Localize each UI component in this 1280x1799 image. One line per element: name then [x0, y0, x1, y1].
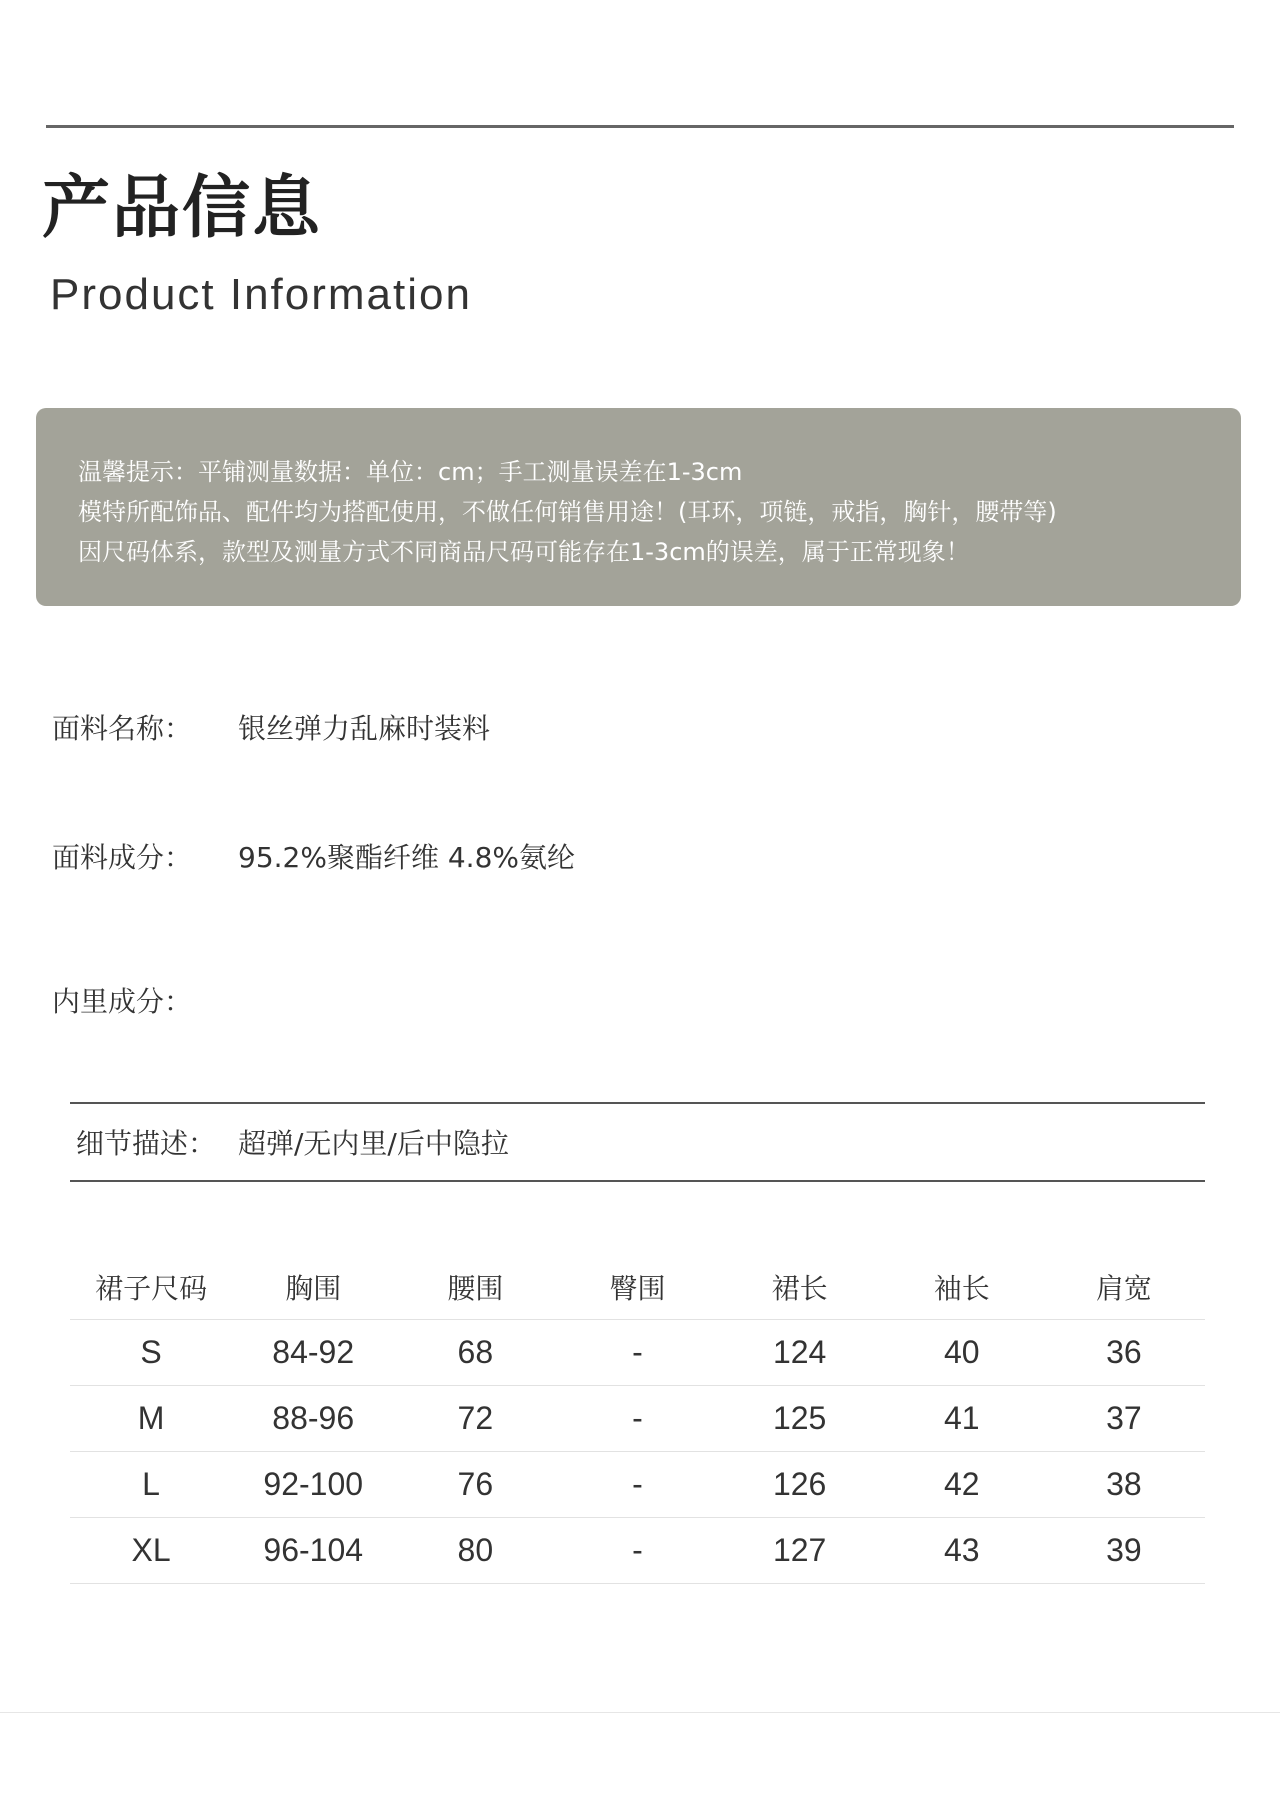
- table-cell: 36: [1106, 1334, 1142, 1370]
- table-cell: 41: [943, 1400, 980, 1436]
- detail-bottom-divider: [70, 1180, 1205, 1182]
- table-cell: 76: [457, 1466, 494, 1502]
- top-divider: [46, 125, 1234, 128]
- table-cell: 127: [772, 1532, 827, 1568]
- header-cell: 袖长: [933, 1272, 990, 1305]
- table-cell: 38: [1106, 1466, 1142, 1502]
- table-cell: M: [137, 1400, 165, 1436]
- table-cell: 125: [772, 1400, 827, 1436]
- table-cell: 40: [943, 1334, 980, 1370]
- notice-line: 温馨提示：平铺测量数据：单位：cm；手工测量误差在1-3cm: [78, 458, 743, 486]
- table-row: [70, 1452, 1205, 1518]
- table-cell: -: [632, 1466, 643, 1502]
- notice-line: 模特所配饰品、配件均为搭配使用，不做任何销售用途！(耳环，项链，戒指，胸针，腰带等): [78, 498, 1057, 526]
- header-cell: 胸围: [285, 1272, 342, 1305]
- header-cell: 臀围: [609, 1272, 666, 1305]
- table-row: [70, 1518, 1205, 1584]
- table-cell: -: [632, 1400, 643, 1436]
- table-cell: 42: [943, 1466, 980, 1502]
- detail-value: 超弹/无内里/后中隐拉: [238, 1127, 509, 1160]
- table-cell: 92-100: [263, 1466, 364, 1502]
- table-cell: 72: [457, 1400, 494, 1436]
- table-cell: 126: [772, 1466, 827, 1502]
- table-cell: XL: [131, 1532, 171, 1568]
- lining-composition-label: 内里成分：: [52, 985, 193, 1018]
- fabric-name-value: 银丝弹力乱麻时装料: [238, 712, 491, 745]
- table-cell: 43: [943, 1532, 980, 1568]
- detail-top-divider: [70, 1102, 1205, 1104]
- header-cell: 裙长: [771, 1272, 828, 1305]
- page-title: 产品信息: [42, 169, 323, 248]
- table-cell: 39: [1106, 1532, 1142, 1568]
- notice-box: [36, 408, 1241, 606]
- detail-label: 细节描述：: [76, 1127, 217, 1160]
- table-cell: 84-92: [272, 1334, 355, 1370]
- table-cell: S: [140, 1334, 162, 1370]
- header-cell: 裙子尺码: [95, 1272, 208, 1305]
- table-cell: 124: [772, 1334, 827, 1370]
- header-cell: 肩宽: [1095, 1272, 1152, 1305]
- notice-line: 因尺码体系，款型及测量方式不同商品尺码可能存在1-3cm的误差，属于正常现象！: [78, 538, 970, 566]
- table-cell: L: [142, 1466, 160, 1502]
- bottom-divider: [0, 1712, 1280, 1713]
- fabric-composition-value: 95.2%聚酯纤维 4.8%氨纶: [238, 841, 575, 874]
- size-table: [70, 1255, 1205, 1584]
- size-table-header: [70, 1255, 1205, 1320]
- table-cell: 96-104: [263, 1532, 364, 1568]
- table-cell: -: [632, 1532, 643, 1568]
- fabric-name-label: 面料名称：: [52, 712, 193, 745]
- fabric-composition-label: 面料成分：: [52, 841, 193, 874]
- page-subtitle: Product Information: [50, 270, 472, 319]
- table-cell: 37: [1106, 1400, 1142, 1436]
- table-row: [70, 1386, 1205, 1452]
- table-cell: 80: [457, 1532, 494, 1568]
- table-cell: 88-96: [272, 1400, 355, 1436]
- table-cell: -: [632, 1334, 643, 1370]
- header-cell: 腰围: [447, 1272, 504, 1305]
- table-row: [70, 1320, 1205, 1386]
- table-cell: 68: [457, 1334, 494, 1370]
